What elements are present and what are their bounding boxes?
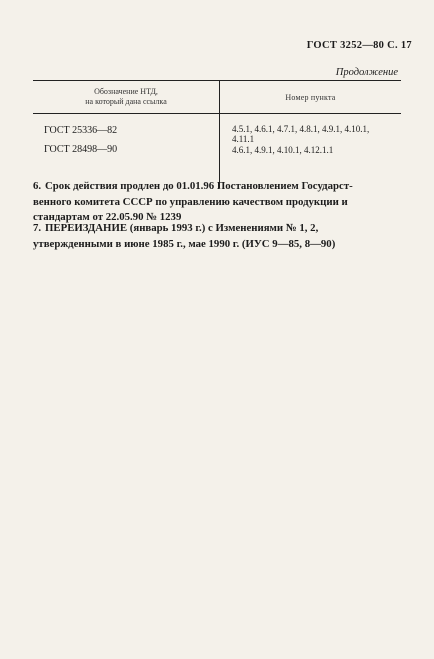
items-line: 4.6.1, 4.9.1, 4.10.1, 4.12.1.1 [232, 145, 334, 155]
reference-table [33, 80, 401, 188]
paragraph-line [33, 221, 400, 237]
item-column [220, 114, 401, 188]
header-doc-line2: на который дана ссылка [85, 97, 167, 106]
continuation-label: Продолжение [335, 67, 398, 78]
paragraph-line: венного комитета СССР по управлению качеством продукции и [33, 195, 348, 208]
paragraph-text: Срок действия продлен до 01.01.96 Постановлением Государст- [45, 180, 353, 192]
paragraph-6 [33, 179, 400, 226]
items-line: 4.11.1 [232, 134, 255, 144]
page-header: ГОСТ 3252—80 С. 17 [306, 40, 412, 51]
table-body [33, 114, 401, 188]
paragraph-line: стандартам от 22.05.90 № 1239 [33, 211, 182, 223]
paragraph-text: ПЕРЕИЗДАНИЕ (январь 1993 г.) с Изменениями № 1, 2, [45, 222, 319, 234]
items-line: 4.5.1, 4.6.1, 4.7.1, 4.8.1, 4.9.1, 4.10.1, [232, 124, 370, 134]
paragraph-7 [33, 221, 400, 252]
table-row-doc: ГОСТ 28498—90 [44, 144, 118, 155]
doc-column [33, 114, 220, 188]
header-item-column: Номер пункта [285, 92, 336, 102]
paragraph-line: утвержденными в июне 1985 г., мае 1990 г. (ИУС 9—85, 8—90) [33, 237, 336, 250]
table-row-items [232, 124, 401, 144]
header-doc-column [33, 81, 220, 113]
table-row-items [232, 145, 401, 155]
paragraph-number: 7. [33, 222, 42, 234]
paragraph-number: 6. [33, 180, 42, 192]
paragraph-line [33, 179, 400, 195]
header-doc-line1: Обозначение НТД, [94, 87, 158, 96]
table-row-doc: ГОСТ 25336—82 [44, 125, 118, 136]
table-header [33, 81, 401, 114]
